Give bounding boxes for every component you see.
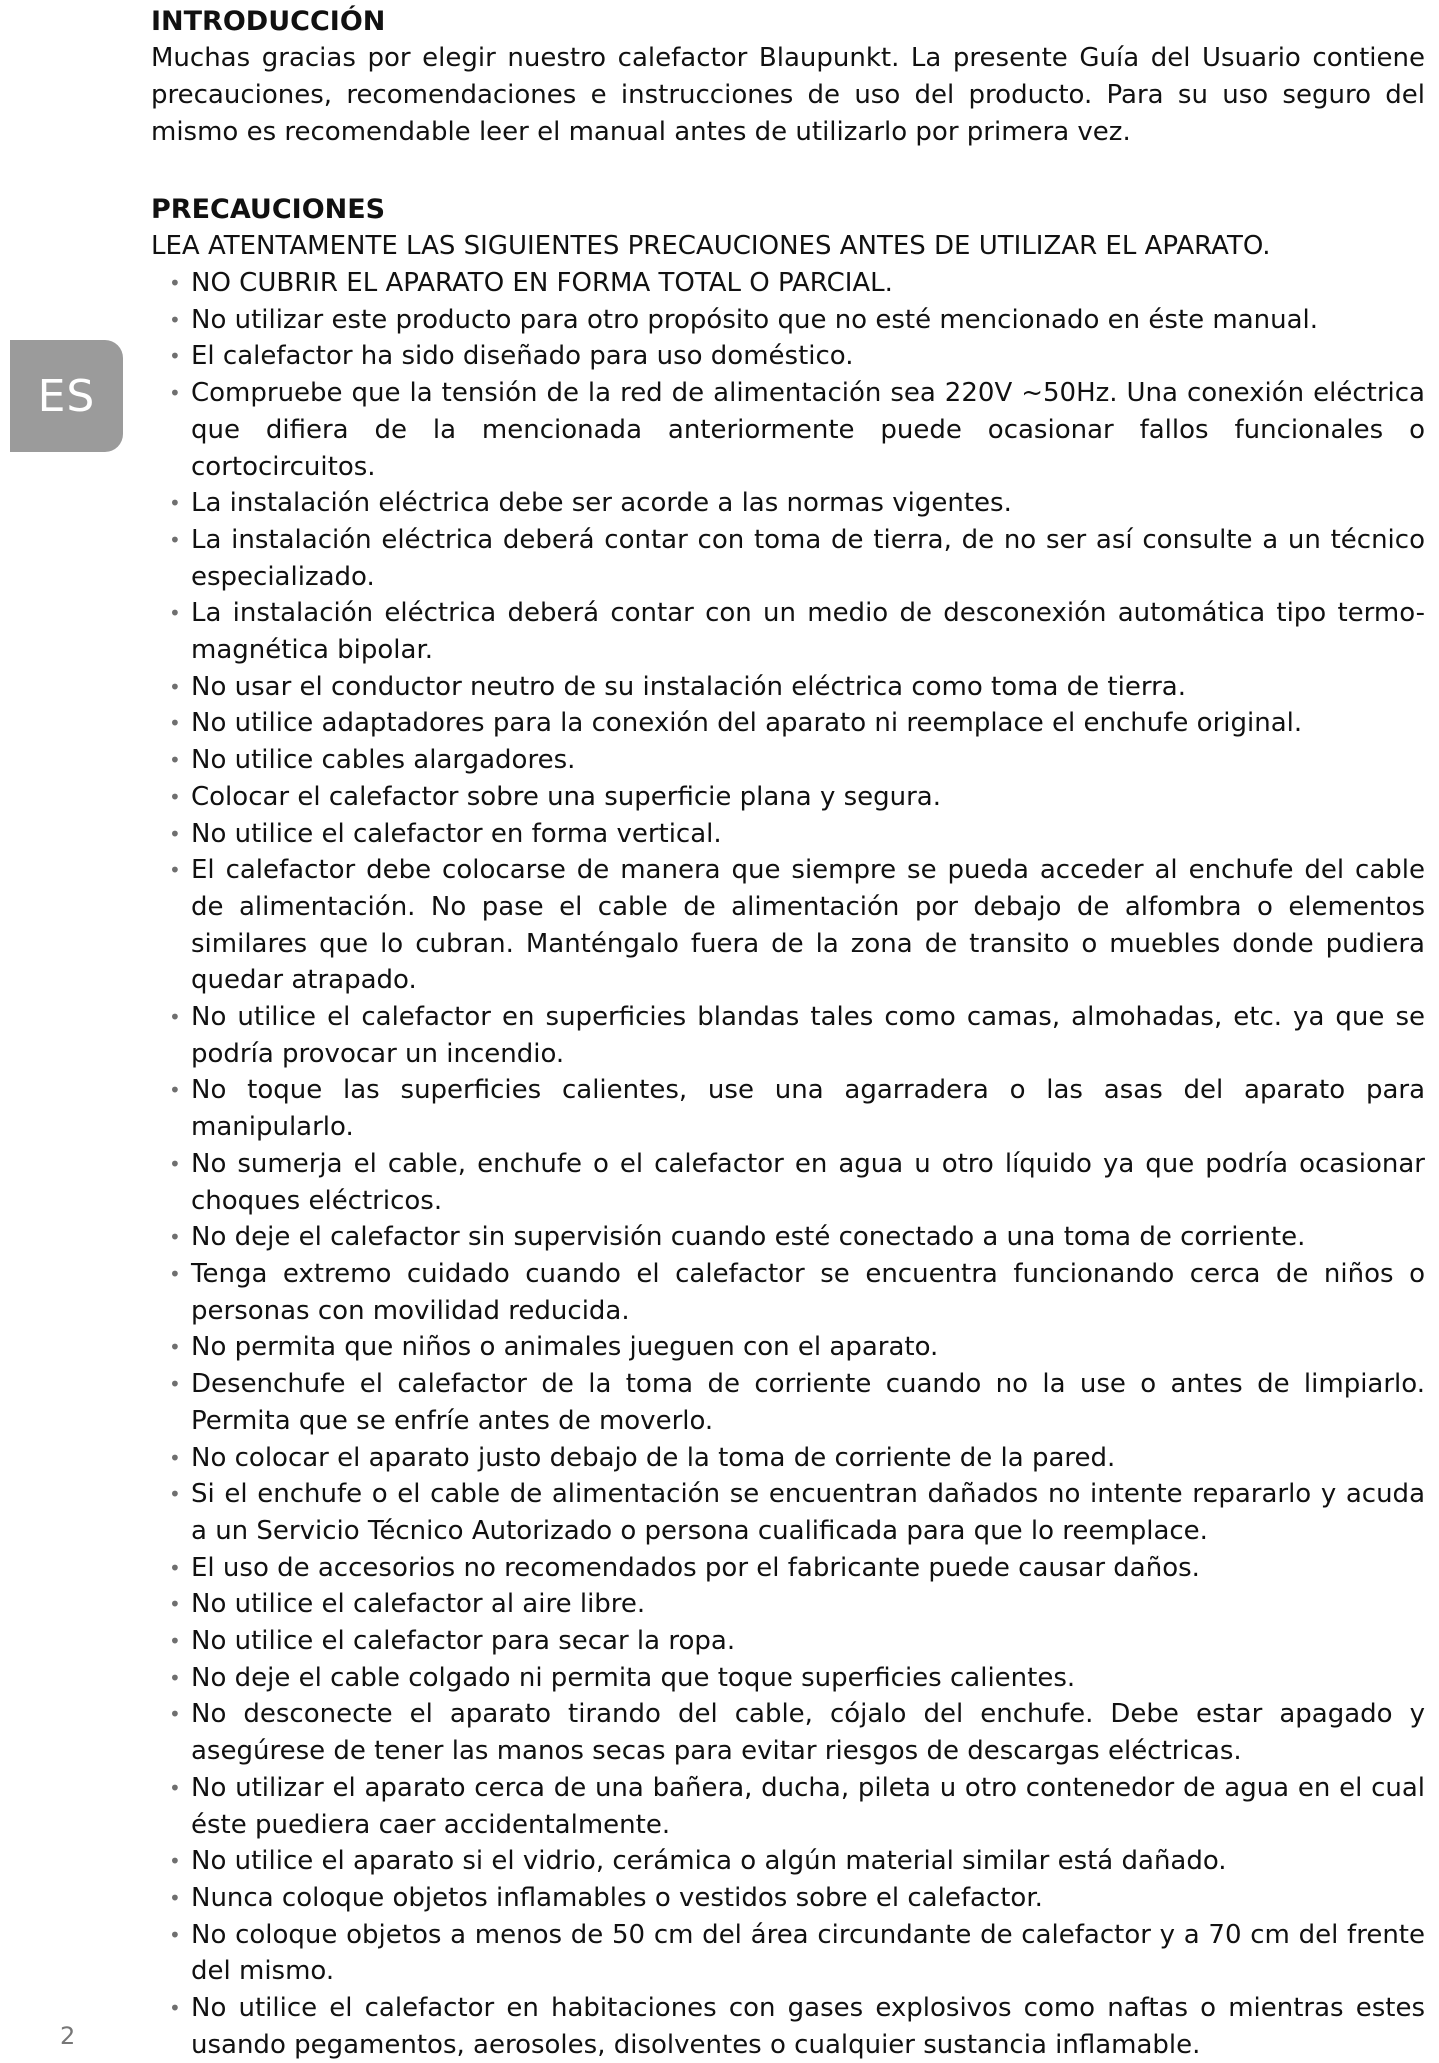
list-item: • No utilizar este producto para otro propósito que no esté mencionado en éste manual. [151,302,1425,339]
list-item: • No coloque objetos a menos de 50 cm del área circundante de calefactor y a 70 cm del frente del mismo. [151,1917,1425,1990]
list-item: • No utilice el calefactor en forma vertical. [151,816,1425,853]
list-item: • No colocar el aparato justo debajo de la toma de corriente de la pared. [151,1440,1425,1477]
list-item: • La instalación eléctrica deberá contar con toma de tierra, de no ser así consulte a un técnico especializado. [151,522,1425,595]
list-item: • No utilice el calefactor para secar la ropa. [151,1623,1425,1660]
list-item: • No utilice el calefactor al aire libre. [151,1586,1425,1623]
list-item: • Desenchufe el calefactor de la toma de corriente cuando no la use o antes de limpiarlo. Permita que se enfríe antes de moverlo. [151,1366,1425,1439]
precautions-lead: LEA ATENTAMENTE LAS SIGUIENTES PRECAUCIONES ANTES DE UTILIZAR EL APARATO. [151,231,1271,261]
list-item: • No toque las superficies calientes, use una agarradera o las asas del aparato para manipularlo. [151,1072,1425,1145]
list-item: • La instalación eléctrica deberá contar con un medio de desconexión automática tipo termo-magnética bipolar. [151,595,1425,668]
list-item: • Si el enchufe o el cable de alimentación se encuentran dañados no intente repararlo y acuda a un Servicio Técnico Autorizado o persona cualificada para que lo reemplace. [151,1476,1425,1549]
list-item: • No utilice el calefactor en superficies blandas tales como camas, almohadas, etc. ya que se podría provocar un incendio. [151,999,1425,1072]
list-item: • Nunca coloque objetos inflamables o vestidos sobre el calefactor. [151,1880,1425,1917]
page-content [151,0,1425,2063]
list-item: • No deje el calefactor sin supervisión cuando esté conectado a una toma de corriente. [151,1219,1425,1256]
list-item: • El calefactor ha sido diseñado para uso doméstico. [151,338,1425,375]
precautions-title: PRECAUCIONES [151,194,386,225]
list-item: • No permita que niños o animales jueguen con el aparato. [151,1329,1425,1366]
list-item: • Colocar el calefactor sobre una superficie plana y segura. [151,779,1425,816]
list-item: • No utilice cables alargadores. [151,742,1425,779]
language-tab: ES [10,340,123,452]
list-item: • No utilice adaptadores para la conexión del aparato ni reemplace el enchufe original. [151,705,1425,742]
list-item: • No utilizar el aparato cerca de una bañera, ducha, pileta u otro contenedor de agua en el cual éste puediera caer accidentalmente. [151,1770,1425,1843]
page-number: 2 [60,2022,76,2050]
list-item: • El uso de accesorios no recomendados por el fabricante puede causar daños. [151,1550,1425,1587]
list-item: • El calefactor debe colocarse de manera que siempre se pueda acceder al enchufe del cable de alimentación. No pase el cable de alimentación por debajo de alfombra o elementos similares que lo cubran. Manténgalo fuera de la zona de transito o muebles donde pudiera quedar atrapado. [151,852,1425,999]
list-item: • No utilice el aparato si el vidrio, cerámica o algún material similar está dañado. [151,1843,1425,1880]
list-item: • Tenga extremo cuidado cuando el calefactor se encuentra funcionando cerca de niños o personas con movilidad reducida. [151,1256,1425,1329]
precautions-list [151,265,1425,2063]
introduction-text: Muchas gracias por elegir nuestro calefactor Blaupunkt. La presente Guía del Usuario contiene precauciones, recomendaciones e instrucciones de uso del producto. Para su uso seguro del mismo es recomendable leer el manual antes de utilizarlo por primera vez. [151,43,1425,147]
introduction-title: INTRODUCCIÓN [151,6,386,37]
list-item: • No deje el cable colgado ni permita que toque superficies calientes. [151,1660,1425,1697]
list-item: • No desconecte el aparato tirando del cable, cójalo del enchufe. Debe estar apagado y asegúrese de tener las manos secas para evitar riesgos de descargas eléctricas. [151,1696,1425,1769]
list-item: • NO CUBRIR EL APARATO EN FORMA TOTAL O PARCIAL. [151,265,1425,302]
list-item: • No usar el conductor neutro de su instalación eléctrica como toma de tierra. [151,669,1425,706]
list-item: • La instalación eléctrica debe ser acorde a las normas vigentes. [151,485,1425,522]
list-item: • No utilice el calefactor en habitaciones con gases explosivos como naftas o mientras estes usando pegamentos, aerosoles, disolventes o cualquier sustancia inflamable. [151,1990,1425,2063]
list-item: • Compruebe que la tensión de la red de alimentación sea 220V ~50Hz. Una conexión eléctrica que difiera de la mencionada anteriormente puede ocasionar fallos funcionales o cortocircuitos. [151,375,1425,485]
list-item: • No sumerja el cable, enchufe o el calefactor en agua u otro líquido ya que podría ocasionar choques eléctricos. [151,1146,1425,1219]
